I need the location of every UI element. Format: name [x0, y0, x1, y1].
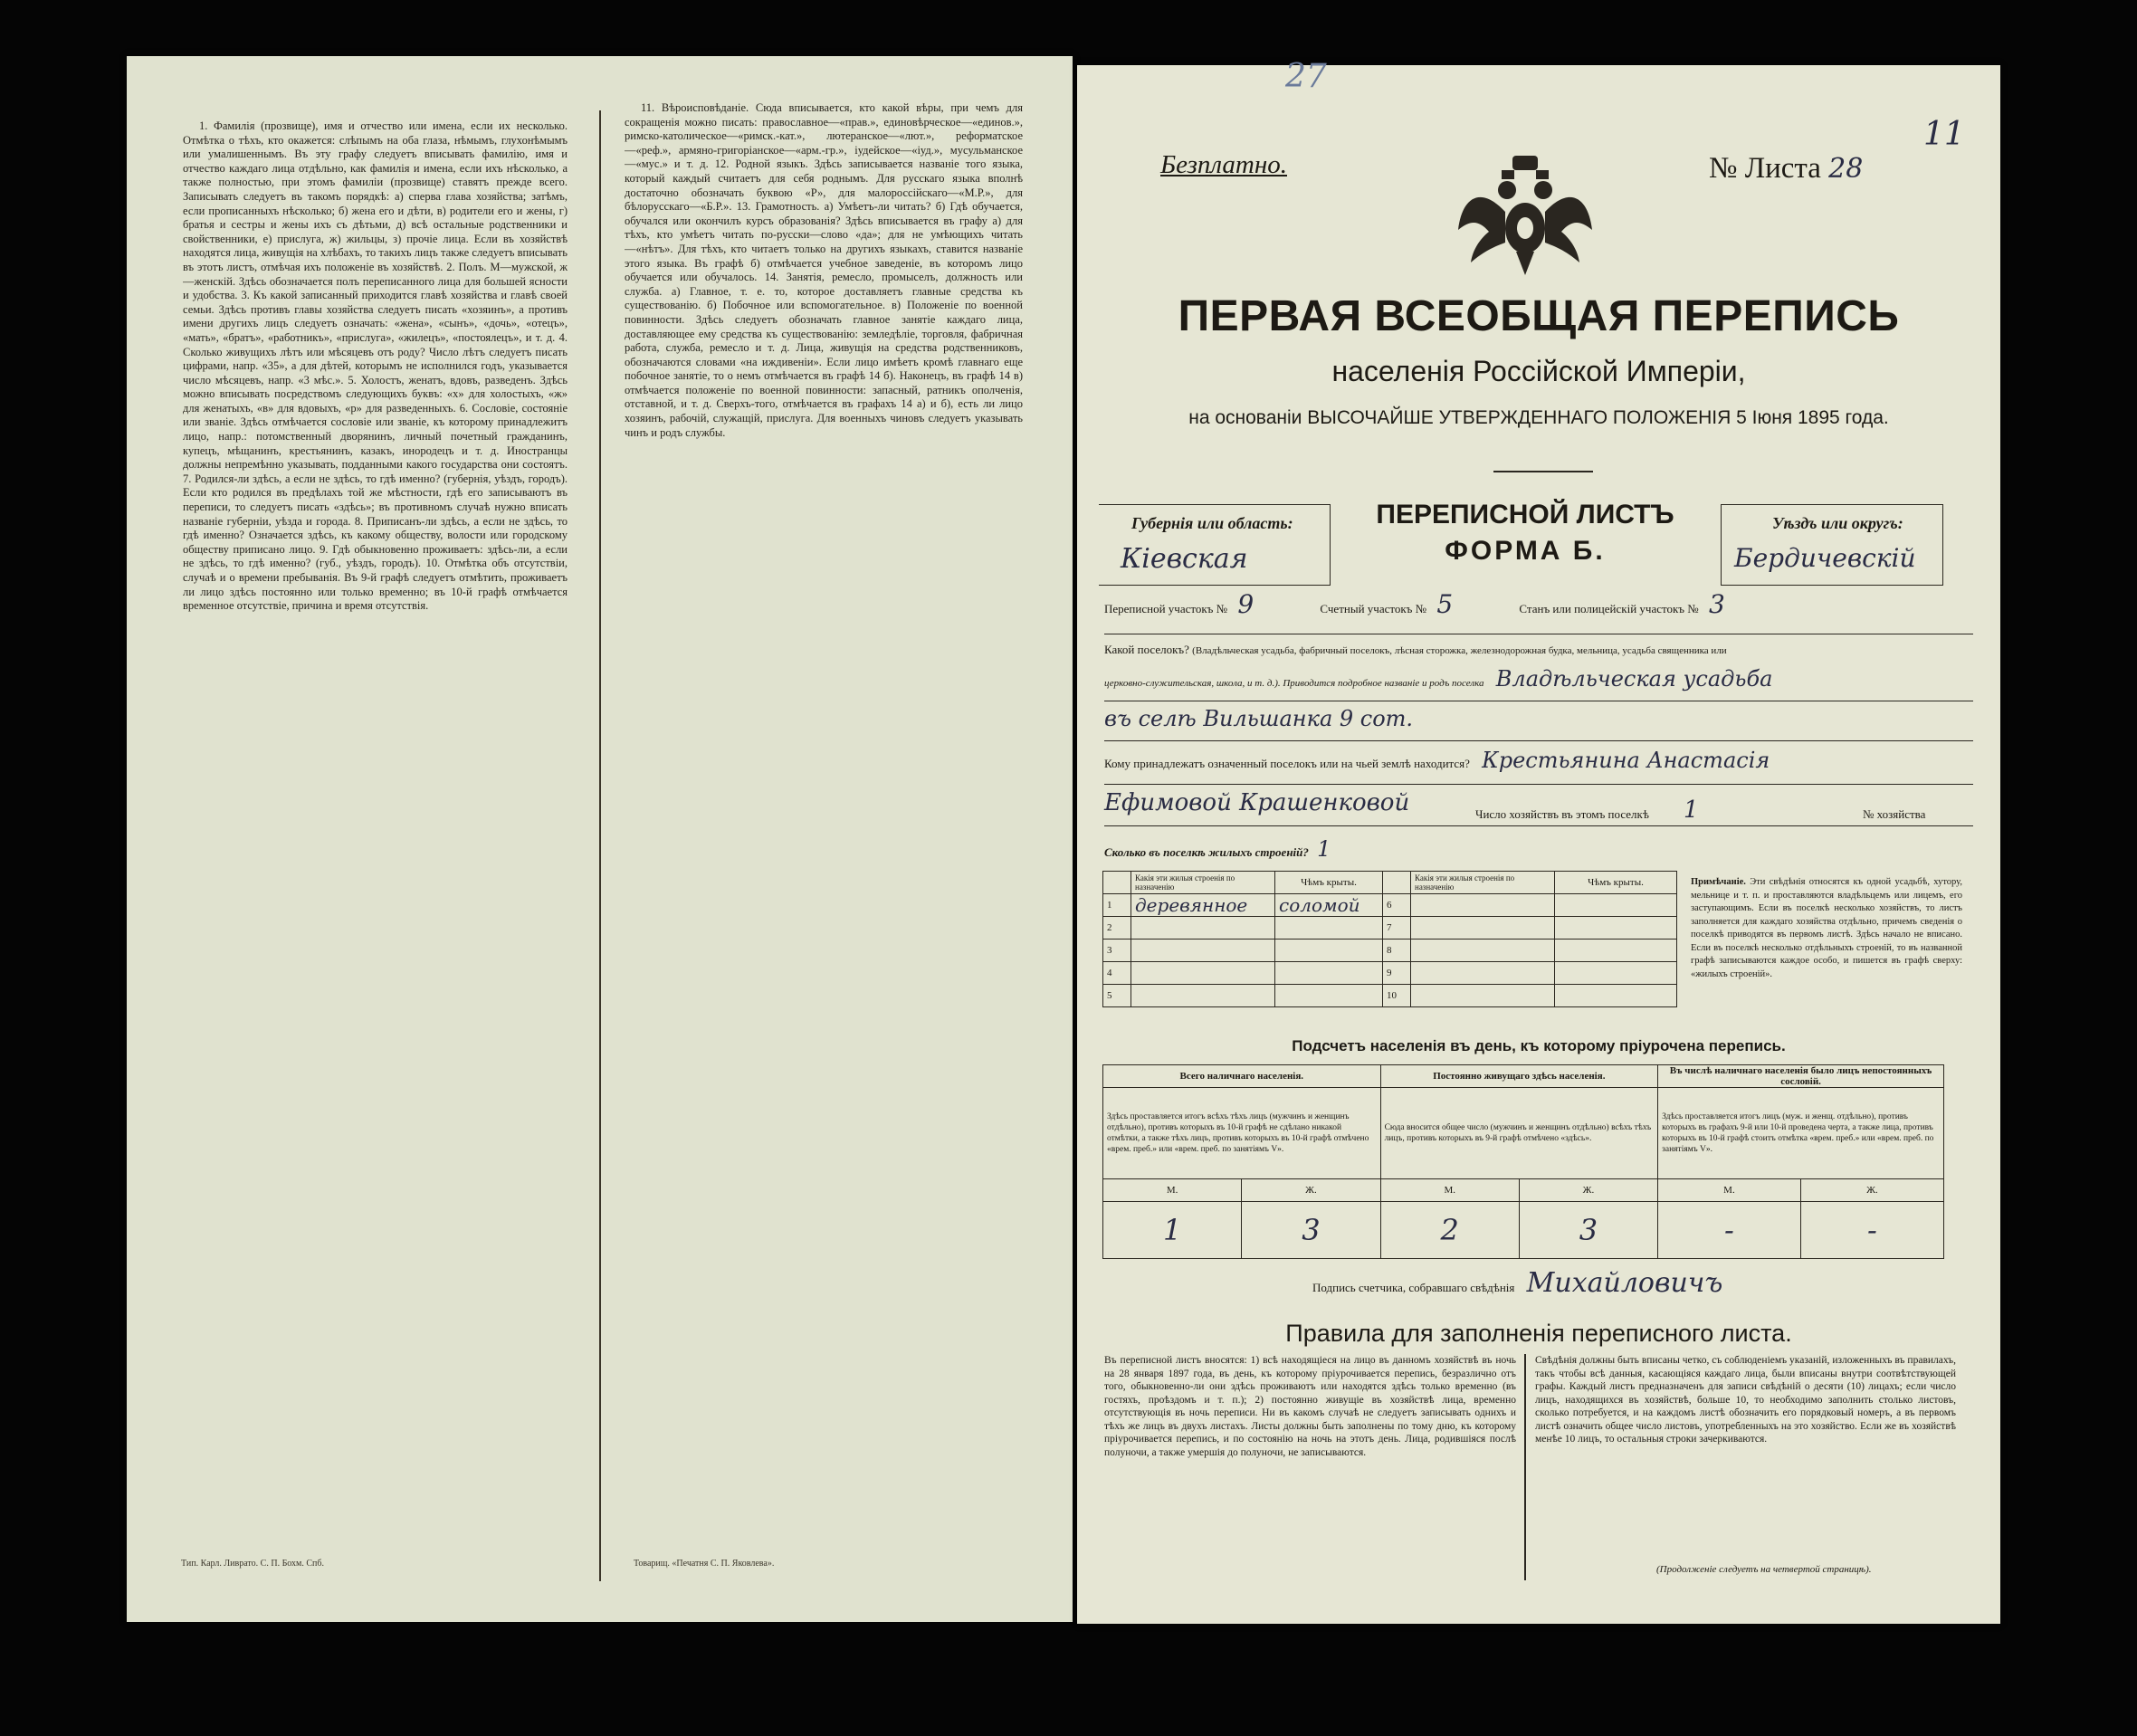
count-value: 2 [1380, 1202, 1519, 1259]
building-row-num: 8 [1383, 940, 1411, 962]
households-value: 1 [1684, 796, 1699, 824]
census-subtitle: населенія Россійской Имперіи, [1331, 355, 1746, 387]
count-value: 3 [1242, 1202, 1380, 1259]
count-value: - [1658, 1202, 1801, 1259]
buildings-head-kind-1: Какія эти жилыя строенія по назначенію [1131, 872, 1275, 894]
poselok-hint: (Владѣльческая усадьба, фабричный поселокъ, лѣсная сторожка, железнодорожная будка, мельница, усадьба священника или [1192, 645, 1727, 656]
building-kind: деревянное [1131, 894, 1275, 917]
schetny-value: 5 [1436, 589, 1454, 619]
owner-value: Крестьянина Анастасія [1482, 748, 1770, 773]
building-row-num: 10 [1383, 985, 1411, 1007]
count-sex-label: Ж. [1519, 1179, 1657, 1202]
census-main-title: ПЕРВАЯ ВСЕОБЩАЯ ПЕРЕПИСЬ [1178, 292, 1900, 340]
count-head-permanent: Постоянно живущаго здѣсь населенія. [1380, 1065, 1658, 1088]
count-sex-label: М. [1380, 1179, 1519, 1202]
stan-value: 3 [1708, 589, 1725, 619]
building-row-num: 5 [1103, 985, 1131, 1007]
buildings-row [1103, 940, 1677, 962]
owner-line [1104, 748, 1973, 785]
building-row-num: 3 [1103, 940, 1131, 962]
poselok-line [1104, 643, 1973, 658]
gubernia-box [1099, 504, 1331, 586]
form-title [1340, 500, 1711, 567]
uezd-label: Уѣздъ или округъ: [1772, 514, 1903, 532]
form-title-line-1: ПЕРЕПИСНОЙ ЛИСТЪ [1376, 500, 1674, 529]
count-desc-nonpermanent: Здѣсь проставляется итогъ лицъ (муж. и женщ. отдѣльно), противъ которыхъ въ графахъ 9-й или 10-й проведена черта, а также лица, противъ которыхъ въ 10-й графѣ стоитъ отмѣтка «врем. преб.» или «врем. преб. по занятіямъ V». [1658, 1088, 1944, 1179]
left-page-column-2 [625, 101, 1023, 1568]
building-row-num: 1 [1103, 894, 1131, 917]
rules-title: Правила для заполненія переписного листа. [1285, 1320, 1792, 1347]
buildings-head-roof-2: Чѣмъ крыты. [1555, 872, 1677, 894]
households-label: Число хозяйствъ въ этомъ поселкѣ [1475, 807, 1649, 821]
title-rule [1493, 471, 1593, 472]
buildings-row [1103, 962, 1677, 985]
schetny-label: Счетный участокъ № [1320, 602, 1427, 615]
buildings-row [1103, 917, 1677, 940]
building-row-num: 2 [1103, 917, 1131, 940]
sheet-number-value: 28 [1828, 153, 1864, 185]
handwritten-corner-number: 11 [1923, 116, 1965, 153]
count-values-row [1103, 1202, 1944, 1259]
gubernia-value: Кіевская [1121, 543, 1248, 575]
printer-footer-left: Тип. Карл. Ливрато. С. П. Бохм. Спб. [181, 1559, 324, 1569]
population-count-table [1102, 1064, 1944, 1259]
buildings-row [1103, 985, 1677, 1007]
left-page [127, 56, 1073, 1622]
poselok-line-2 [1104, 666, 1973, 701]
printer-footer-right: Товарищ. «Печатня С. П. Яковлева». [634, 1559, 775, 1569]
owner-line-2 [1104, 789, 1973, 826]
rules-continue-note: (Продолженіе следуетъ на четвертой страницѣ). [1656, 1564, 1872, 1575]
count-sex-label: Ж. [1242, 1179, 1380, 1202]
poselok-hint-2: церковно-служительская, школа, и т. д.). Приводится подробное названіе и родъ поселка [1104, 678, 1484, 689]
count-head-total: Всего наличнаго населенія. [1103, 1065, 1381, 1088]
signature-value: Михайловичъ [1526, 1267, 1723, 1299]
buildings-head-roof-1: Чѣмъ крыты. [1275, 872, 1383, 894]
signature-label: Подпись счетчика, собравшаго свѣдѣнія [1312, 1281, 1515, 1294]
buildings-table [1102, 871, 1677, 1007]
count-desc-permanent: Сюда вносится общее число (мужчинъ и женщинъ отдѣльно) всѣхъ тѣхъ лицъ, противъ которыхъ въ 9-й графѣ отмѣчено «здѣсь». [1380, 1088, 1658, 1179]
count-sex-label: М. [1103, 1179, 1242, 1202]
sheet-number [1709, 152, 1863, 186]
note-text: Эти свѣдѣнія относятся къ одной усадьбѣ, хутору, мельнице и т. п. и проставляются владѣльцемъ или лицемъ, его заступающимъ. Если въ поселкѣ несколько хозяйствъ, то листъ заполняется для каждаго хозяйства отдѣльно, причемъ сведенія о поселкѣ приводятся въ первомъ листѣ. Здѣсь начало не вписано. Если въ поселкѣ несколько отдѣльныхъ строеній, то въ названной графѣ записываются каждое особо, и пишется въ графѣ сверху: «жилыхъ строеній». [1691, 877, 1962, 979]
owner-label: Кому принадлежатъ означенный поселокъ или на чьей землѣ находится? [1104, 757, 1470, 770]
column-divider [599, 110, 601, 1581]
instructions-text-col1: 1. Фамилія (прозвище), имя и отчество или имена, если их несколько. Отмѣтка о тѣхъ, кто окажется: слѣпымъ на оба глаза, нѣмымъ, глухонѣмымъ или умалишеннымъ. Въ эту графу следуетъ вписывать фамилію, имя и отчество каждаго лица отдѣльно, как фамилія и имена, если ихъ нѣсколько, а также полностью, при этомъ фамиліи (прозвище) ставятъ прежде всего. Записывать следуетъ въ такомъ порядкѣ: а) сперва глава хозяйства; затѣмъ, если прописанныхъ нѣсколько; б) жена его и дѣти, в) родители его и жены, г) братья и сестры и жены ихъ съ дѣтьми, д) всѣ остальные родственники и свойственники, е) прислуга, ж) жильцы, з) прочіе лица. Если въ хозяйствѣ находятся лица, живущія на хлѣбахъ, то такихъ лицъ также следуетъ вписывать въ этотъ листъ, отмѣчая ихъ положеніе въ хозяйствѣ. 2. Полъ. М—мужской, ж—женскій. Здѣсь обозначается полъ переписанного лица для большей ясности и удобства. 3. Къ какой записанный приходится главѣ хозяйства и главѣ своей семьи. Здѣсь противъ главы хозяйства следуетъ писать «хозяинъ», а противъ имени другихъ лицъ следуетъ означать: «жена», «сынъ», «дочь», «отецъ», «мать», «братъ», «работникъ», «прислуга», «жилецъ», «постоялецъ», и т. д. 4. Сколько живущихъ лѣтъ или мѣсяцевъ отъ роду? Число лѣтъ следуетъ писать цифрами, напр. «35», а для дѣтей, которымъ не исполнился годъ, указывается число мѣсяцевъ, напр. «3 мѣс.». 5. Холостъ, женатъ, вдовъ, разведенъ. Здѣсь можно вписывать посредствомъ следующихъ буквъ: «х» для холостыхъ, «ж» для женатыхъ, «в» для вдовыхъ, «р» для разведенныхъ. 6. Сословіе, состояніе или званіе. Здѣсь отмѣчается сословіе или званіе, къ которому принадлежитъ лицо, напр.: потомственный дворянинъ, личный почетный гражданинъ, купецъ, мѣщанинъ, крестьянинъ, казакъ, инородецъ и т. д. Иностранцы должны непремѣнно указывать, подданными какого государства они состоятъ. 7. Родился-ли здѣсь, а если не здѣсь, то гдѣ именно? (губернія, уѣздъ, городъ). Если кто родился въ предѣлахъ той же мѣстности, гдѣ его записываютъ въ переписи, то следуетъ писать «здѣсь»; въ противномъ случаѣ нужно вписать названіе губерніи, уѣзда и города. 8. Приписанъ-ли здѣсь, а если не здѣсь, то гдѣ именно? Означается здѣсь, къ какому обществу, волости или городскому обществу приписано лицо. 9. Гдѣ обыкновенно проживаетъ: здѣсь-ли, а если не здѣсь, то гдѣ именно? (губ., уѣздъ, городъ). 10. Отмѣтка объ отсутствіи, случаѣ и о времени пребыванія. Въ 9-й графѣ следуетъ отмѣтить, проживаетъ ли лицо здѣсь постоянно или только временно; въ 10-й графѣ отмѣчается временное отсутствіе, причина и время отсутствія. [183, 119, 568, 613]
count-head-nonpermanent: Въ числѣ наличнаго населенія было лицъ непостоянныхъ сословій. [1658, 1065, 1944, 1088]
instructions-text-col2: 11. Вѣроисповѣданіе. Сюда вписывается, кто какой вѣры, при чемъ для сокращенія можно писать: православное—«прав.», единовѣрческое—«единов.», римско-католическое—«римск.-кат.», лютеранское—«лют.», реформатское—«реф.», армяно-григоріанское—«арм.-гр.», іудейское—«іуд.», мусульманское—«мус.» и т. д. 12. Родной языкъ. Здѣсь записывается названіе того языка, который каждый считаетъ для себя роднымъ. Для русскаго языка вполнѣ достаточно обозначать буквою «Р», для малороссійскаго—«М.Р.», для бѣлорусскаго—«Б.Р.». 13. Грамотность. а) Умѣетъ-ли читать? б) Гдѣ обучается, обучался или окончилъ курсъ образованія? Здѣсь вписывается въ графу а) для тѣхъ, кто умѣетъ читать по-русски—слово «да»; для не умѣющихъ читать—«нѣтъ». Для тѣхъ, кто читаетъ только на другихъ языкахъ, ставится названіе этого языка. Въ графѣ б) отмѣчается учебное заведеніе, въ которомъ лицо обучается или обучалось. 14. Занятія, ремесло, промыселъ, должность или служба. а) Главное, т. е. то, которое доставляетъ главные средства къ существованію. б) Побочное или вспомогательное. в) Положеніе по военной повинности. Здѣсь следуетъ обозначать главное занятіе каждаго лица, доставляющее ему средства къ существованію: земледѣліе, торговля, фабричная работа, служба, ремесло и т. д. Лица, живущія на средства родственниковъ, обозначаются словами «на иждивеніи». Если лицо имѣетъ кромѣ главнаго еще побочное занятіе, то о немъ отмѣчается въ графѣ 14 б). Наконецъ, въ графѣ 14 в) отмѣчается положеніе по военной повинности: запасный, ратникъ ополченія, отставной, и т. д. Сверхъ-того, отмѣчается въ графахъ 14 а) и б), есть ли лицо хозяинъ, рабочій, служащій, прислуга. Для военныхъ чиновъ следуетъ указывать чинъ и родъ службы. [625, 101, 1023, 439]
count-value: 1 [1103, 1202, 1242, 1259]
gubernia-label: Губернія или область: [1131, 514, 1293, 532]
poselok-label: Какой поселокъ? [1104, 643, 1189, 656]
count-sex-label: Ж. [1800, 1179, 1943, 1202]
buildings-label: Сколько въ поселкѣ жилыхъ строеній? [1104, 845, 1309, 859]
rules-divider [1524, 1354, 1526, 1580]
uezd-box [1721, 504, 1943, 586]
free-label: Безплатно. [1160, 150, 1287, 179]
rules-column-2: Свѣдѣнія должны быть вписаны четко, съ соблюденіемъ указаній, изложенныхъ въ правилахъ, такъ чтобы всѣ данныя, касающіяся каждаго лица, были вписаны внутри соотвѣтствующей графы. Каждый листъ предназначенъ для записи свѣдѣній о десяти (10) лицахъ; если число лицъ, находящихся въ хозяйствѣ, больше 10, то необходимо заполнить столько листовъ, сколько потребуется, и на каждомъ листѣ обозначить его порядковый номеръ, а въ первомъ листѣ означить общее число листовъ, употребленныхъ на это хозяйство. Если же въ хозяйствѣ менѣе 10 лицъ, то остальныя строки зачеркиваются. [1535, 1355, 1956, 1445]
count-value: 3 [1519, 1202, 1657, 1259]
poselok-value-2: въ селѣ Вильшанка 9 сот. [1104, 706, 1973, 741]
double-headed-eagle-emblem [1453, 148, 1598, 284]
handwritten-page-number: 27 [1285, 58, 1327, 95]
buildings-note [1691, 876, 1962, 1032]
poselok-value: Владѣльческая усадьба [1495, 666, 1773, 692]
buildings-line [1104, 836, 1503, 862]
buildings-value: 1 [1317, 836, 1331, 862]
uchastok-value: 9 [1237, 589, 1255, 619]
building-roof: соломой [1275, 894, 1383, 917]
buildings-head-kind-2: Какія эти жилыя строенія по назначенію [1411, 872, 1555, 894]
uchastok-line [1104, 589, 1973, 634]
rules-column-1: Въ переписной листъ вносятся: 1) всѣ находящіеся на лицо въ данномъ хозяйствѣ въ ночь на 28 января 1897 года, въ день, къ которому пріурочивается перепись, безразлично отъ того, обыкновенно-ли они здѣсь проживаютъ или находятся здѣсь только временно (въ гостяхъ, проѣздомъ и т. п.); 2) постоянно живущіе въ хозяйствѣ лица, временно отсутствующія въ ночь переписи. Ни въ какомъ случаѣ не следуетъ записывать однихъ и тѣхъ же лицъ въ двухъ листахъ. Листы должны быть заполнены по тому дню, къ которому пріурочивается перепись, и по состоянію на ночь на этотъ день. Лица, родившіяся послѣ полуночи, а также умершія до полуночи, не записываются. [1104, 1355, 1516, 1458]
uezd-value: Бердичевскій [1734, 543, 1916, 573]
form-title-line-2: ФОРМА Б. [1445, 536, 1606, 566]
census-basis-line: на основаніи ВЫСОЧАЙШЕ УТВЕРЖДЕННАГО ПОЛОЖЕНІЯ 5 Іюня 1895 года. [1188, 407, 1889, 428]
building-row-num: 6 [1383, 894, 1411, 917]
owner-value-2: Ефимовой Крашенковой [1104, 789, 1410, 816]
building-row-num: 4 [1103, 962, 1131, 985]
building-row-num: 7 [1383, 917, 1411, 940]
note-title: Примѣчаніе. [1691, 877, 1746, 887]
count-desc-total: Здѣсь проставляется итогъ всѣхъ тѣхъ лицъ (мужчинъ и женщинъ отдѣльно), противъ которыхъ въ 10-й графѣ не сдѣлано никакой отмѣтки, а также тѣхъ лицъ, противъ которыхъ въ 10-й графѣ отмѣчено «врем. преб.» или «врем. преб. по занятіямъ V». [1103, 1088, 1381, 1179]
population-count-title: Подсчетъ населенія въ день, къ которому пріурочена перепись. [1292, 1037, 1786, 1054]
buildings-row [1103, 894, 1677, 917]
signature-line [1312, 1267, 1819, 1299]
left-page-column-1 [183, 119, 568, 1586]
count-mf-row [1103, 1179, 1944, 1202]
count-sex-label: М. [1658, 1179, 1801, 1202]
stan-label: Станъ или полицейскій участокъ № [1519, 602, 1699, 615]
sheet-number-label: № Листа [1709, 152, 1821, 185]
right-page [1077, 58, 2000, 1624]
uchastok-label: Переписной участокъ № [1104, 602, 1228, 615]
count-value: - [1800, 1202, 1943, 1259]
building-row-num: 9 [1383, 962, 1411, 985]
household-num-label: № хозяйства [1863, 807, 1926, 821]
